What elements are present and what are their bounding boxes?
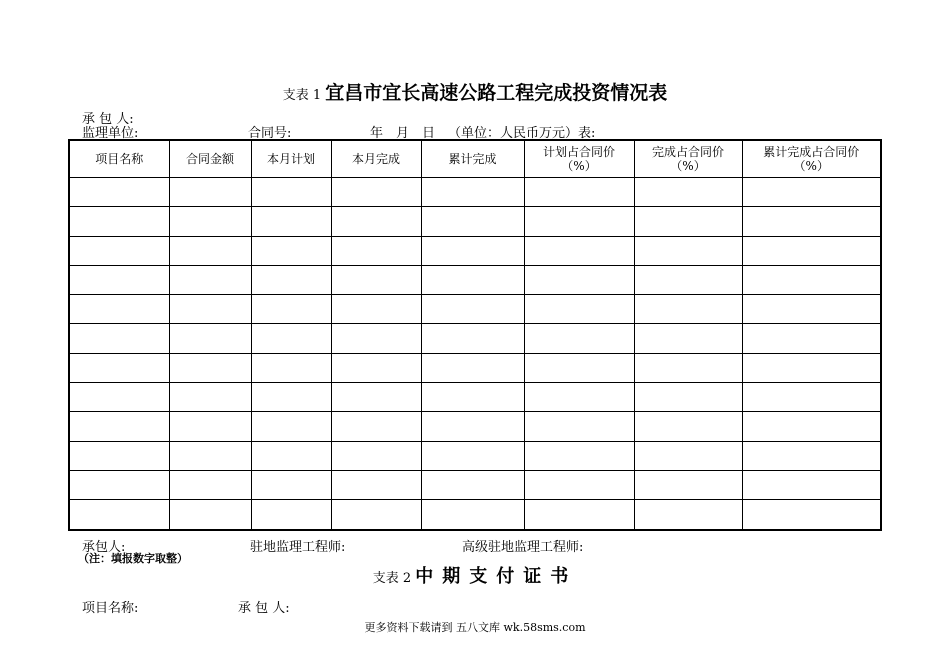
table-cell <box>169 295 251 324</box>
table-cell <box>251 383 331 412</box>
table-cell <box>634 470 742 499</box>
table-cell <box>421 353 524 382</box>
table-cell <box>524 383 634 412</box>
table-cell <box>742 500 881 530</box>
title2-main: 中期支付证书 <box>415 566 578 587</box>
table-cell <box>69 412 169 441</box>
table-cell <box>69 470 169 499</box>
contract-no-label: 合同号: <box>248 126 292 141</box>
table-cell <box>524 353 634 382</box>
signature-resident-engineer: 驻地监理工程师: <box>250 540 346 555</box>
title-main: 宜昌市宜长高速公路工程完成投资情况表 <box>325 82 668 104</box>
table-cell <box>169 236 251 265</box>
page-title <box>0 78 950 105</box>
table-cell <box>331 236 421 265</box>
table-cell <box>742 383 881 412</box>
table-cell <box>331 265 421 294</box>
table-row <box>69 412 881 441</box>
table-cell <box>69 441 169 470</box>
column-header-text: 累计完成 <box>448 152 497 166</box>
table-cell <box>251 265 331 294</box>
table-cell <box>331 441 421 470</box>
column-header <box>169 140 251 178</box>
unit-label: （单位：人民币万元）表: <box>448 126 596 141</box>
table-cell <box>69 383 169 412</box>
table-row <box>69 178 881 207</box>
investment-table <box>68 139 882 531</box>
table-cell <box>331 295 421 324</box>
signature-contractor: 承包人: <box>82 540 126 555</box>
column-header-text: （%） <box>670 159 706 173</box>
column-header <box>69 140 169 178</box>
table-cell <box>742 441 881 470</box>
table-cell <box>69 236 169 265</box>
table-row <box>69 265 881 294</box>
column-header-text: 计划占合同价 <box>542 145 615 159</box>
table-cell <box>331 470 421 499</box>
table-body <box>69 178 881 530</box>
table-cell <box>251 236 331 265</box>
date-label: 年 月 日 <box>370 126 436 141</box>
table-cell <box>634 236 742 265</box>
table-cell <box>524 324 634 353</box>
bottom-contractor-label: 承 包 人: <box>238 601 290 616</box>
column-header-text: 合同金额 <box>185 152 234 166</box>
table-cell <box>421 295 524 324</box>
table-cell <box>634 441 742 470</box>
table-cell <box>634 178 742 207</box>
table-row <box>69 383 881 412</box>
table-cell <box>69 324 169 353</box>
table-row <box>69 324 881 353</box>
table-cell <box>421 412 524 441</box>
table-cell <box>524 207 634 236</box>
table-cell <box>169 470 251 499</box>
column-header-text: 累计完成占合同价 <box>763 145 860 159</box>
table-cell <box>634 207 742 236</box>
table-cell <box>524 412 634 441</box>
column-header-text: 本月完成 <box>351 152 400 166</box>
table-row <box>69 470 881 499</box>
table-cell <box>69 265 169 294</box>
table-cell <box>742 236 881 265</box>
table-cell <box>421 207 524 236</box>
table-cell <box>634 324 742 353</box>
table-cell <box>742 412 881 441</box>
table-cell <box>421 236 524 265</box>
table-cell <box>169 412 251 441</box>
signature-senior-engineer: 高级驻地监理工程师: <box>462 540 584 555</box>
table-cell <box>742 178 881 207</box>
supervisor-label: 监理单位: <box>82 126 139 141</box>
table-cell <box>421 383 524 412</box>
column-header-text: 完成占合同价 <box>651 145 724 159</box>
table-cell <box>634 265 742 294</box>
table-cell <box>634 295 742 324</box>
contractor-label: 承 包 人: <box>82 112 134 127</box>
table-cell <box>251 178 331 207</box>
note: （注：填报数字取整） <box>78 552 188 565</box>
project-name-label: 项目名称: <box>82 601 139 616</box>
table-cell <box>331 383 421 412</box>
table-row <box>69 441 881 470</box>
table-cell <box>524 265 634 294</box>
footer-text: 更多资料下载请到 五八文库 wk.58sms.com <box>364 621 586 634</box>
table-cell <box>169 178 251 207</box>
table-cell <box>251 324 331 353</box>
table-row <box>69 500 881 530</box>
table-cell <box>251 207 331 236</box>
table-cell <box>634 412 742 441</box>
table-cell <box>169 500 251 530</box>
table-row <box>69 236 881 265</box>
table-cell <box>742 470 881 499</box>
table-cell <box>421 441 524 470</box>
title2-prefix: 支表 2 <box>372 571 412 586</box>
table-cell <box>742 324 881 353</box>
table-cell <box>251 441 331 470</box>
column-header-text: 项目名称 <box>95 152 144 166</box>
table-cell <box>421 500 524 530</box>
table-cell <box>421 178 524 207</box>
column-header <box>634 140 742 178</box>
table-row <box>69 207 881 236</box>
table-cell <box>634 383 742 412</box>
table-cell <box>331 353 421 382</box>
table-cell <box>69 295 169 324</box>
column-header <box>421 140 524 178</box>
table-cell <box>421 324 524 353</box>
table-cell <box>251 500 331 530</box>
table-cell <box>331 324 421 353</box>
title-prefix: 支表 1 <box>282 88 322 103</box>
table-cell <box>331 207 421 236</box>
table-cell <box>251 353 331 382</box>
table-cell <box>742 207 881 236</box>
table-cell <box>331 500 421 530</box>
table-cell <box>331 412 421 441</box>
table-cell <box>169 441 251 470</box>
table-row <box>69 353 881 382</box>
table-row <box>69 295 881 324</box>
table-cell <box>634 500 742 530</box>
table-cell <box>251 295 331 324</box>
column-header <box>331 140 421 178</box>
table-cell <box>69 207 169 236</box>
title-2 <box>0 562 950 588</box>
table-cell <box>169 324 251 353</box>
table-cell <box>421 470 524 499</box>
table-cell <box>69 500 169 530</box>
table-cell <box>524 470 634 499</box>
table-cell <box>331 178 421 207</box>
table-cell <box>169 383 251 412</box>
table-cell <box>742 295 881 324</box>
column-header <box>251 140 331 178</box>
table-cell <box>524 178 634 207</box>
table-cell <box>69 178 169 207</box>
table-cell <box>524 295 634 324</box>
column-header-text: （%） <box>561 159 597 173</box>
table-cell <box>742 353 881 382</box>
table-cell <box>742 265 881 294</box>
table-header-row <box>69 140 881 178</box>
column-header-text: 本月计划 <box>266 152 315 166</box>
table-cell <box>169 207 251 236</box>
table-cell <box>169 265 251 294</box>
table-cell <box>69 353 169 382</box>
column-header <box>524 140 634 178</box>
table-cell <box>524 236 634 265</box>
table-cell <box>524 441 634 470</box>
table-cell <box>634 353 742 382</box>
column-header <box>742 140 881 178</box>
table-cell <box>251 412 331 441</box>
table-cell <box>421 265 524 294</box>
column-header-text: （%） <box>793 159 829 173</box>
table-cell <box>251 470 331 499</box>
table-cell <box>169 353 251 382</box>
table-cell <box>524 500 634 530</box>
